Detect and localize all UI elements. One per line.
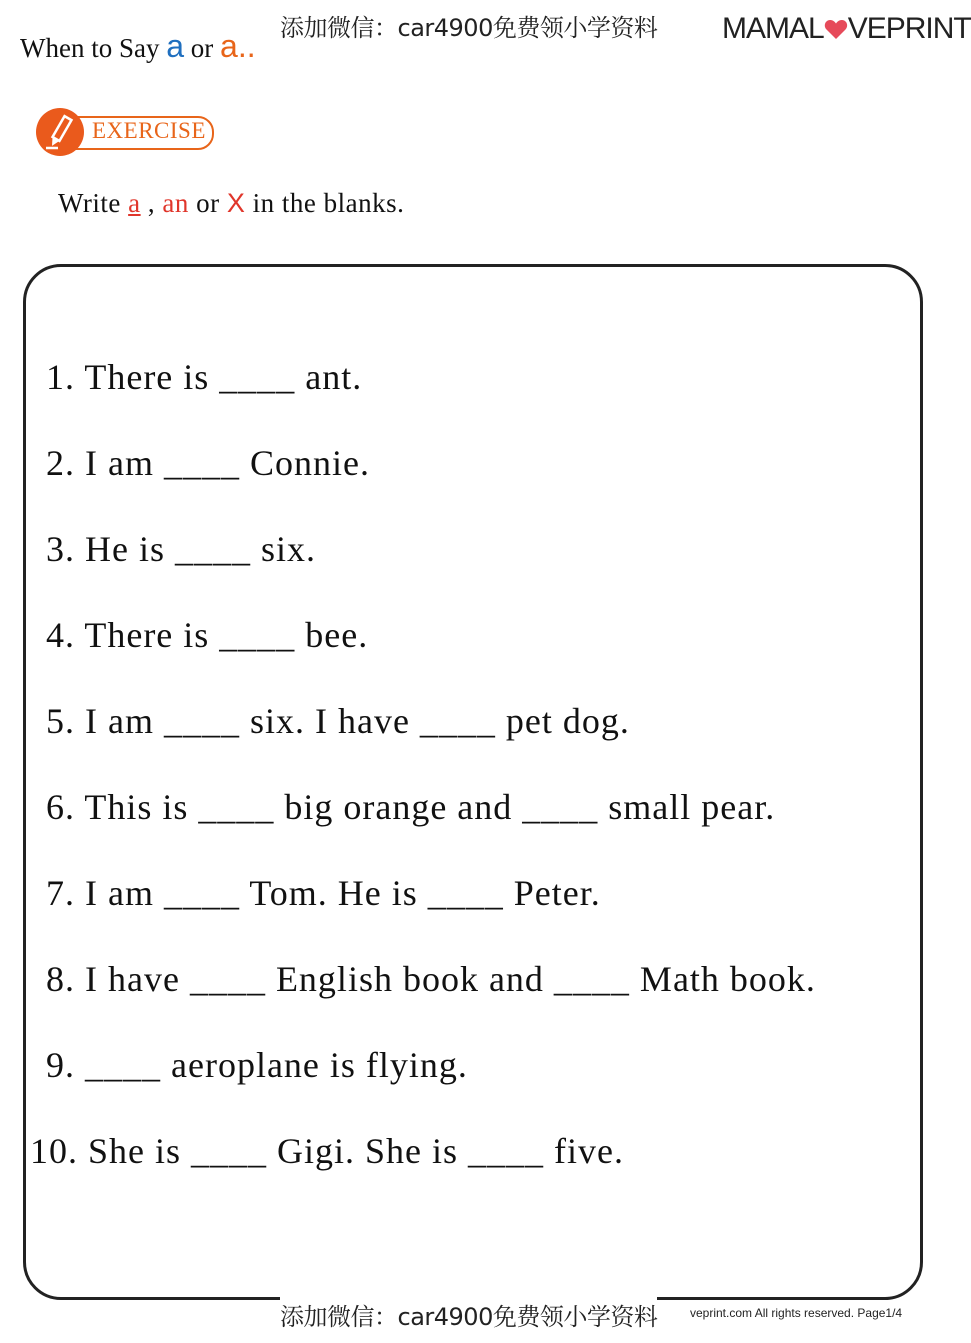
question-10: 10. She is ____ Gigi. She is ____ five. (30, 1131, 624, 1171)
watermark-top: 添加微信：car4900免费领小学资料 (280, 8, 657, 43)
instruction-option-an: an (162, 188, 189, 218)
question-6: 6. This is ____ big orange and ____ small pear. (46, 787, 776, 827)
heart-icon (824, 18, 848, 40)
question-3: 3. He is ____ six. (46, 529, 316, 569)
title-or: or (190, 33, 214, 63)
instruction-or: or (196, 188, 220, 218)
question-1: 1. There is ____ ant. (46, 357, 363, 397)
question-7: 7. I am ____ Tom. He is ____ Peter. (46, 873, 601, 913)
title-prefix: When to Say (20, 33, 160, 63)
exercise-label: EXERCISE (92, 118, 206, 143)
question-2: 2. I am ____ Connie. (46, 443, 370, 483)
brand-logo (722, 12, 971, 46)
question-9: 9. ____ aeroplane is flying. (46, 1045, 468, 1085)
instruction-prefix: Write (58, 188, 121, 218)
worksheet-title (20, 28, 256, 65)
question-4: 4. There is ____ bee. (46, 615, 369, 655)
title-letter-an: a.. (220, 28, 256, 64)
instruction-comma: , (147, 188, 156, 218)
question-8: 8. I have ____ English book and ____ Math book. (46, 959, 816, 999)
pencil-icon (36, 108, 84, 156)
instruction-option-x: X (226, 188, 246, 218)
brand-text-left: MAMAL (722, 12, 824, 45)
watermark-bottom: 添加微信：car4900免费领小学资料 (280, 1297, 657, 1332)
title-letter-a: a (166, 28, 185, 64)
brand-text-right: VEPRINT (847, 12, 971, 45)
exercise-circle (36, 108, 84, 156)
exercise-badge (36, 108, 211, 156)
footer-copyright: veprint.com All rights reserved. Page1/4 (690, 1306, 903, 1320)
instruction-option-a: a (128, 188, 141, 218)
instruction (58, 188, 404, 219)
instruction-suffix: in the blanks. (252, 188, 405, 218)
question-5: 5. I am ____ six. I have ____ pet dog. (46, 701, 630, 741)
